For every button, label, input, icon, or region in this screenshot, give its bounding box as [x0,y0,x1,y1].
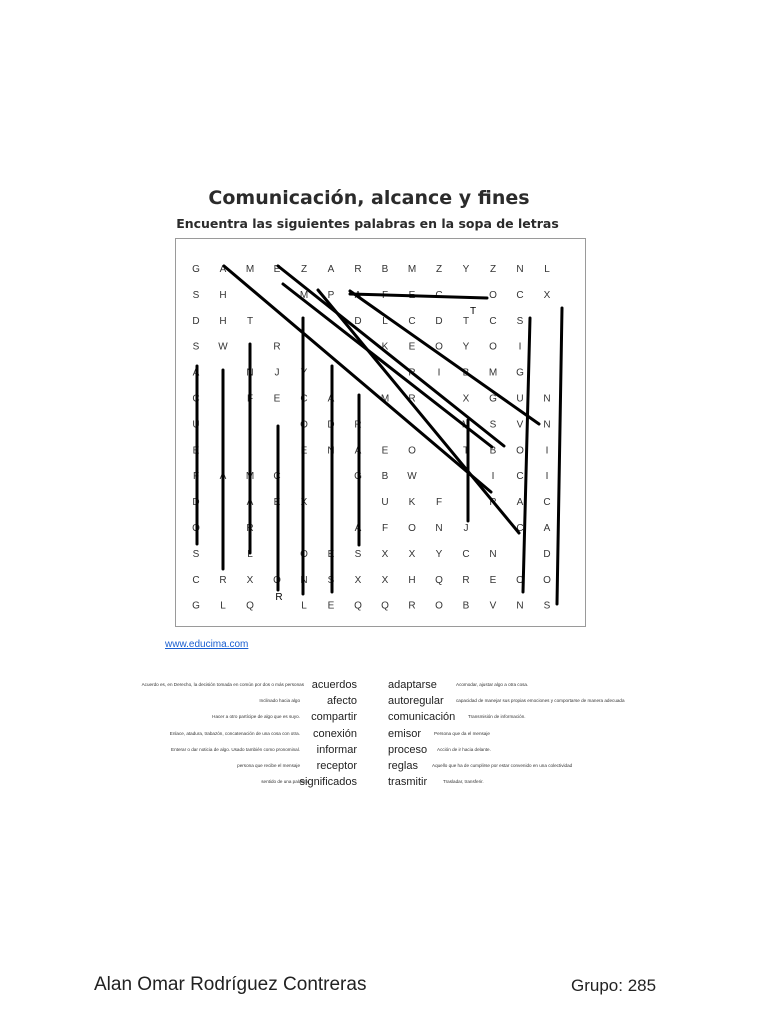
grid-letter: B [462,367,470,379]
word-left: compartir [311,711,357,724]
grid-letter: O [435,600,443,612]
definition-left: Enlace, atadura, trabazón, concatenación de una cosa con otra. [169,730,300,736]
grid-letter: X [381,574,389,586]
grid-letter: H [219,315,227,327]
grid-letter: X [462,393,470,405]
grid-letter: M [407,264,417,275]
grid-letter: N [543,393,551,405]
grid-letter: I [302,315,306,327]
grid-letter: B [381,264,389,275]
definition-left: Hacer a otro partícipe de algo que es suyo. [212,714,300,720]
grid-letter: T [246,315,254,327]
grid-letter: X [381,548,389,560]
grid-letter: J [274,367,280,379]
grid-letter: R [354,264,362,275]
grid-letter: P [327,289,335,301]
found-word-line [283,284,492,447]
grid-letter: G [192,264,200,275]
grid-letter: B [381,471,389,483]
page-title: Comunicación, alcance y fines [208,187,530,209]
grid-letter: F [192,471,200,483]
grid-letter: D [192,315,200,327]
grid-letter: Y [300,367,308,379]
grid-letter: Z [435,264,443,275]
grid-letter: R [354,419,362,431]
grid-letter: S [543,600,551,612]
found-word-line [557,308,562,604]
grid-letter: Q [381,600,389,612]
grid-letter: O [489,289,497,301]
grid-letter: R [246,523,254,534]
grid-letter: S [192,341,200,353]
grid-letter: N [435,523,443,534]
found-word-line [278,266,504,446]
group-label: Grupo: 285 [571,976,657,995]
found-word-line [523,318,530,592]
grid-letter: E [192,445,200,457]
grid-letter: A [516,497,524,509]
word-left: receptor [316,760,357,772]
grid-letter: C [408,315,416,327]
grid-letter: S [489,419,497,431]
grid-letter: O [300,419,308,431]
grid-letter: R [219,574,227,586]
definition-right: Acción de ir hacia delante. [437,746,491,752]
grid-letter: N [300,574,308,586]
word-left: acuerdos [311,679,357,691]
grid-letter: M [488,367,498,379]
grid-letter: R [462,574,470,586]
grid-letter: D [543,548,551,560]
grid-letter: N [327,445,335,457]
word-right: emisor [388,727,422,740]
grid-extra-letter: T [469,306,477,317]
grid-letter: L [247,548,253,560]
grid-letter: W [218,341,228,353]
definition-right: Transmisión de información. [468,714,526,720]
word-right: autoregular [388,695,444,708]
grid-letter: A [354,445,362,457]
grid-letter: M [299,289,309,301]
grid-letter: B [489,445,497,457]
grid-letter: N [516,600,524,612]
grid-letter: G [192,600,200,612]
grid-letter: Q [435,574,443,586]
grid-letter: F [381,289,389,301]
grid-letter: F [246,393,254,405]
grid-letter: N [489,548,497,560]
grid-letter: E [273,497,281,509]
grid-letter: A [327,393,335,405]
definition-left: sentido de una palabra [261,779,308,785]
grid-letter: R [408,393,416,405]
word-right: trasmitir [388,776,428,789]
grid-letter: U [516,393,524,405]
grid-letter: U [192,419,200,431]
grid-letter: A [354,289,362,301]
grid-letter: E [408,341,416,353]
definition-left: persona que recibe el mensaje [237,763,300,768]
grid-letter: E [381,445,389,457]
grid-extra-letter: R [275,592,283,603]
definition-right: Trasladar, transferir. [443,779,484,785]
grid-letter: O [516,574,524,586]
grid-letter: A [219,471,227,483]
grid-letter: O [408,445,416,457]
grid-letter: O [489,341,497,353]
grid-letter: O [516,445,524,457]
grid-letter: Q [246,600,254,612]
word-left: informar [316,743,357,756]
grid-letter: N [543,419,551,431]
definition-left: Enterar o dar noticia de algo. Usado también como pronominal. [171,746,300,752]
grid-letter: N [516,264,524,275]
word-left: conexión [312,727,357,740]
grid-letter: C [516,289,524,301]
grid-letter: D [435,315,443,327]
grid-letter: I [545,471,549,483]
grid-letter: O [273,574,281,586]
source-link[interactable]: www.educima.com [165,639,249,650]
grid-letter: W [407,471,417,483]
grid-letter: L [220,600,226,612]
grid-letter: X [300,497,308,509]
grid-letter: G [489,393,497,405]
grid-letter: S [192,548,200,560]
grid-letter: S [354,548,362,560]
grid-letter: O [192,523,200,534]
grid-letter: C [516,523,524,534]
grid-letter: E [327,548,335,560]
grid-letter: B [462,600,470,612]
grid-letter: M [380,393,390,405]
grid-letter: A [327,264,335,275]
word-left: significados [299,776,357,789]
grid-letter: Z [300,264,308,275]
word-left: afecto [327,695,357,708]
grid-letter: C [273,471,281,483]
grid-letter: X [246,574,254,586]
word-right: proceso [388,743,428,756]
grid-letter: R [489,497,497,509]
grid-letter: A [219,264,227,275]
definition-right: Acomodar, ajustar algo a otra cosa. [456,682,529,687]
definition-right: Aquello que ha de cumplirse por estar convenido en una colectividad [432,763,573,768]
grid-letter: C [192,574,200,586]
grid-letter: S [327,574,335,586]
author-name: Alan Omar Rodríguez Contreras [94,974,367,995]
definition-left: Acuerdo es, en Derecho, la decisión tomada en común por dos o más personas [141,682,304,687]
grid-letter: H [219,289,227,301]
grid-letter: D [327,419,335,431]
grid-letter: C [543,497,551,509]
grid-letter: M [245,264,255,275]
grid-letter: G [516,367,524,379]
grid-letter: S [516,315,524,327]
grid-letter: E [489,574,497,586]
grid-letter: C [516,471,524,483]
grid-letter: H [408,574,416,586]
grid-letter: L [382,315,388,327]
grid-letter: C [462,548,470,560]
grid-letter: X [408,548,416,560]
grid-letter: E [327,600,335,612]
grid-letter: C [192,393,200,405]
grid-letter: A [246,497,254,509]
grid-letter: X [354,574,362,586]
definition-left: Inclinado hacia algo [259,698,300,704]
grid-letter: D [354,315,362,327]
grid-letter: E [408,289,416,301]
grid-letter: T [462,445,470,457]
definition-right: Persona que da el mensaje [434,730,490,736]
grid-letter: K [408,497,416,509]
grid-letter: D [192,497,200,509]
grid-letter: Y [462,264,470,275]
grid-letter: L [544,264,550,275]
grid-letter: M [461,419,471,431]
grid-letter: S [192,289,200,301]
definition-right: capacidad de manejar sus propias emociones y comportarse de manera adecuada [456,698,625,704]
grid-letter: O [300,548,308,560]
grid-letter: I [491,471,495,483]
grid-letter: Z [489,264,497,275]
grid-letter: L [301,600,307,612]
grid-letter: V [516,419,524,431]
grid-letter: O [543,574,551,586]
grid-letter: A [543,523,551,534]
grid-letter: I [545,445,549,457]
word-right: comunicación [388,711,456,724]
grid-letter: K [381,341,389,353]
grid-letter: R [273,341,281,353]
grid-letter: F [381,523,389,534]
grid-letter: C [489,315,497,327]
grid-letter: R [408,600,416,612]
word-right: adaptarse [388,679,437,691]
grid-letter: Y [462,341,470,353]
grid-letter: I [437,367,441,379]
grid-letter: T [462,315,470,327]
grid-letter: O [408,523,416,534]
page-subtitle: Encuentra las siguientes palabras en la sopa de letras [176,216,559,231]
word-right: reglas [388,760,418,772]
grid-letter: Q [354,600,362,612]
grid-letter: F [435,497,443,509]
grid-letter: M [245,471,255,483]
grid-letter: E [273,264,281,275]
grid-letter: C [300,393,308,405]
grid-letter: J [463,523,469,534]
grid-letter: A [192,367,200,379]
found-word-line [350,294,487,298]
grid-letter: R [408,367,416,379]
grid-letter: U [381,497,389,509]
grid-letter: A [354,523,362,534]
grid-letter: O [435,341,443,353]
grid-letter: E [273,393,281,405]
grid-letter: C [435,289,443,301]
grid-letter: N [246,367,254,379]
grid-letter: G [354,471,362,483]
grid-letter: V [489,600,497,612]
grid-letter: X [543,289,551,301]
grid-letter: E [300,445,308,457]
grid-letter: I [518,341,522,353]
grid-letter: Y [435,548,443,560]
